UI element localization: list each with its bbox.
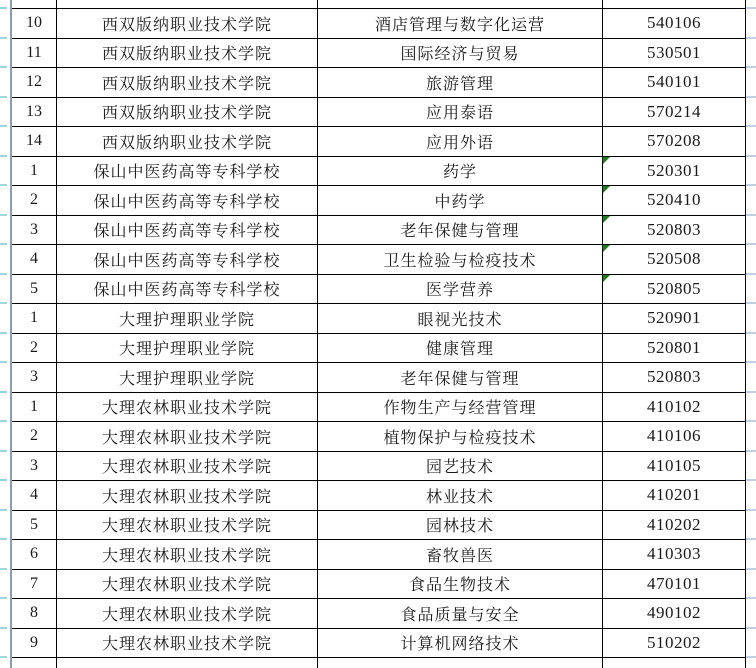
code-cell[interactable]: [603, 39, 746, 68]
gridline-tick: [746, 450, 756, 452]
gridline-tick: [746, 479, 756, 481]
gridline-tick: [0, 391, 7, 393]
row-index-cell[interactable]: 9: [12, 629, 57, 658]
gridline-tick: [746, 96, 756, 98]
major-cell[interactable]: 园林技术: [318, 511, 603, 540]
gridline-tick: [746, 125, 756, 127]
code-cell[interactable]: [603, 216, 746, 245]
gridline-tick: [746, 302, 756, 304]
row-index-cell[interactable]: 4: [12, 245, 57, 274]
row-index-cell[interactable]: 7: [12, 570, 57, 599]
table-row: [12, 126, 746, 156]
major-cell[interactable]: 药学: [318, 157, 603, 186]
gridline-tick: [0, 538, 7, 540]
school-cell[interactable]: 保山中医药高等专科学校: [57, 157, 318, 186]
gridline-tick: [746, 214, 756, 216]
table-row: [12, 67, 746, 97]
gridline-tick: [746, 184, 756, 186]
gridline-tick: [0, 479, 7, 481]
major-cell[interactable]: 应用外语: [318, 127, 603, 156]
row-index-cell[interactable]: 1: [12, 393, 57, 422]
gridline-tick: [746, 391, 756, 393]
code-cell[interactable]: [603, 599, 746, 628]
code-cell[interactable]: [603, 658, 746, 668]
major-cell[interactable]: 食品生物技术: [318, 570, 603, 599]
error-indicator-icon: [603, 186, 610, 193]
gridline-tick: [0, 66, 7, 68]
code-value: 530501: [647, 42, 701, 62]
code-cell[interactable]: [603, 9, 746, 38]
table-row: [12, 38, 746, 68]
gridline-tick: [746, 568, 756, 570]
major-cell[interactable]: 林业技术: [318, 481, 603, 510]
school-cell[interactable]: 西双版纳职业技术学院: [57, 68, 318, 97]
gridline-tick: [746, 538, 756, 540]
code-value: 520410: [647, 190, 701, 210]
gridline-tick: [746, 243, 756, 245]
gridline-tick: [0, 37, 7, 39]
gridline-tick: [746, 7, 756, 9]
table-row: [12, 215, 746, 245]
error-indicator-icon: [603, 275, 610, 282]
row-index-cell[interactable]: 14: [12, 127, 57, 156]
code-value: 410106: [647, 426, 701, 446]
major-cell[interactable]: [318, 0, 603, 8]
table-row: [12, 510, 746, 540]
row-index-cell[interactable]: 1: [12, 304, 57, 333]
table-row: [12, 539, 746, 569]
code-cell[interactable]: [603, 186, 746, 215]
school-cell[interactable]: 大理农林职业技术学院: [57, 570, 318, 599]
major-cell[interactable]: 老年保健与管理: [318, 363, 603, 392]
gridline-tick: [0, 450, 7, 452]
gridline-tick: [0, 7, 7, 9]
row-index-cell[interactable]: 3: [12, 452, 57, 481]
major-cell[interactable]: 老年保健与管理: [318, 216, 603, 245]
table-row: [12, 8, 746, 38]
table-row: [12, 628, 746, 658]
gridline-tick: [746, 597, 756, 599]
row-index-cell[interactable]: 13: [12, 98, 57, 127]
table-row: [12, 598, 746, 628]
gridline-tick: [0, 184, 7, 186]
row-index-cell[interactable]: [12, 0, 57, 8]
school-cell[interactable]: 大理农林职业技术学院: [57, 629, 318, 658]
school-cell[interactable]: 西双版纳职业技术学院: [57, 9, 318, 38]
code-value: 520803: [647, 219, 701, 239]
gridline-tick: [746, 509, 756, 511]
gridline-tick: [746, 155, 756, 157]
gridline-tick: [0, 332, 7, 334]
row-index-cell[interactable]: 1: [12, 157, 57, 186]
code-value: 540101: [647, 72, 701, 92]
table-row: [12, 333, 746, 363]
school-cell[interactable]: 大理农林职业技术学院: [57, 540, 318, 569]
code-cell[interactable]: [603, 98, 746, 127]
table-row-partial-top: [12, 0, 746, 8]
code-cell[interactable]: [603, 511, 746, 540]
gridline-tick: [0, 509, 7, 511]
table-row: [12, 421, 746, 451]
school-cell[interactable]: 保山中医药高等专科学校: [57, 245, 318, 274]
gridline-tick: [0, 214, 7, 216]
school-cell[interactable]: [57, 0, 318, 8]
gridline-tick: [0, 243, 7, 245]
table-row: [12, 451, 746, 481]
table-row: [12, 97, 746, 127]
code-value: 520801: [647, 337, 701, 357]
row-index-cell[interactable]: 12: [12, 68, 57, 97]
code-value: 410201: [647, 485, 701, 505]
school-cell[interactable]: 西双版纳职业技术学院: [57, 127, 318, 156]
school-cell[interactable]: 保山中医药高等专科学校: [57, 275, 318, 304]
gridline-tick: [0, 155, 7, 157]
right-adjacent-column-sliver: [746, 0, 756, 668]
gridline-tick: [746, 627, 756, 629]
row-index-cell[interactable]: 3: [12, 363, 57, 392]
error-indicator-icon: [603, 216, 610, 223]
major-cell[interactable]: 酒店管理与数字化运营: [318, 9, 603, 38]
row-index-cell[interactable]: 5: [12, 511, 57, 540]
school-cell[interactable]: 大理农林职业技术学院: [57, 599, 318, 628]
code-value: 520508: [647, 249, 701, 269]
table-row: [12, 362, 746, 392]
code-cell[interactable]: [603, 422, 746, 451]
row-index-cell[interactable]: 6: [12, 540, 57, 569]
school-cell[interactable]: 大理农林职业技术学院: [57, 511, 318, 540]
table-row: [12, 185, 746, 215]
code-cell[interactable]: [603, 629, 746, 658]
code-cell[interactable]: [603, 540, 746, 569]
major-cell[interactable]: 食品质量与安全: [318, 599, 603, 628]
row-index-cell[interactable]: 3: [12, 216, 57, 245]
school-cell[interactable]: 大理农林职业技术学院: [57, 452, 318, 481]
school-cell[interactable]: 大理农林职业技术学院: [57, 393, 318, 422]
code-value: 570208: [647, 131, 701, 151]
row-index-cell[interactable]: 8: [12, 599, 57, 628]
row-index-cell[interactable]: 2: [12, 186, 57, 215]
major-cell[interactable]: 国际经济与贸易: [318, 39, 603, 68]
code-cell[interactable]: [603, 0, 746, 8]
gridline-tick: [746, 37, 756, 39]
school-cell[interactable]: 保山中医药高等专科学校: [57, 216, 318, 245]
error-indicator-icon: [603, 245, 610, 252]
code-cell[interactable]: [603, 570, 746, 599]
school-cell[interactable]: 西双版纳职业技术学院: [57, 39, 318, 68]
code-value: 520803: [647, 367, 701, 387]
row-index-cell[interactable]: 2: [12, 422, 57, 451]
table-row: [12, 569, 746, 599]
code-value: 490102: [647, 603, 701, 623]
major-cell[interactable]: 卫生检验与检疫技术: [318, 245, 603, 274]
gridline-tick: [0, 420, 7, 422]
gridline-tick: [0, 568, 7, 570]
table-row-partial-bottom: [12, 657, 746, 668]
gridline-tick: [0, 273, 7, 275]
code-cell[interactable]: [603, 393, 746, 422]
gridline-tick: [0, 302, 7, 304]
table-row: [12, 392, 746, 422]
row-index-cell[interactable]: 5: [12, 275, 57, 304]
school-cell[interactable]: 大理护理职业学院: [57, 304, 318, 333]
code-value: 510202: [647, 632, 701, 652]
code-cell[interactable]: [603, 245, 746, 274]
school-cell[interactable]: [57, 658, 318, 668]
code-value: 410102: [647, 396, 701, 416]
major-cell[interactable]: 眼视光技术: [318, 304, 603, 333]
school-cell[interactable]: 大理护理职业学院: [57, 334, 318, 363]
major-cell[interactable]: 园艺技术: [318, 452, 603, 481]
row-index-cell[interactable]: 2: [12, 334, 57, 363]
major-cell[interactable]: 植物保护与检疫技术: [318, 422, 603, 451]
code-cell[interactable]: [603, 68, 746, 97]
code-value: 410303: [647, 544, 701, 564]
table-body: [12, 8, 746, 657]
gridline-tick: [746, 273, 756, 275]
school-cell[interactable]: 大理农林职业技术学院: [57, 481, 318, 510]
code-value: 570214: [647, 101, 701, 121]
gridline-tick: [0, 125, 7, 127]
code-value: 540106: [647, 13, 701, 33]
code-value: 520805: [647, 278, 701, 298]
row-index-cell[interactable]: 10: [12, 9, 57, 38]
gridline-tick: [0, 627, 7, 629]
code-cell[interactable]: [603, 481, 746, 510]
gridline-tick: [0, 597, 7, 599]
major-cell[interactable]: 畜牧兽医: [318, 540, 603, 569]
major-cell[interactable]: 计算机网络技术: [318, 629, 603, 658]
school-cell[interactable]: 大理护理职业学院: [57, 363, 318, 392]
gridline-tick: [0, 656, 7, 658]
code-cell[interactable]: [603, 334, 746, 363]
gridline-tick: [746, 66, 756, 68]
major-cell[interactable]: 应用泰语: [318, 98, 603, 127]
table-row: [12, 303, 746, 333]
table-row: [12, 274, 746, 304]
gridline-tick: [0, 361, 7, 363]
code-cell[interactable]: [603, 363, 746, 392]
majors-table: [12, 0, 746, 668]
left-adjacent-column-sliver: [0, 0, 10, 668]
major-cell[interactable]: 作物生产与经营管理: [318, 393, 603, 422]
code-cell[interactable]: [603, 304, 746, 333]
code-cell[interactable]: [603, 275, 746, 304]
major-cell[interactable]: 医学营养: [318, 275, 603, 304]
code-cell[interactable]: [603, 127, 746, 156]
gridline-tick: [746, 656, 756, 658]
school-cell[interactable]: 大理农林职业技术学院: [57, 422, 318, 451]
code-value: 520901: [647, 308, 701, 328]
row-index-cell[interactable]: [12, 658, 57, 668]
major-cell[interactable]: [318, 658, 603, 668]
row-index-cell[interactable]: 11: [12, 39, 57, 68]
gridline-tick: [746, 420, 756, 422]
major-cell[interactable]: 健康管理: [318, 334, 603, 363]
school-cell[interactable]: 保山中医药高等专科学校: [57, 186, 318, 215]
table-row: [12, 156, 746, 186]
major-cell[interactable]: 中药学: [318, 186, 603, 215]
table-row: [12, 480, 746, 510]
code-cell[interactable]: [603, 452, 746, 481]
gridline-tick: [746, 361, 756, 363]
code-value: 470101: [647, 573, 701, 593]
table-row: [12, 244, 746, 274]
code-value: 410202: [647, 514, 701, 534]
error-indicator-icon: [603, 157, 610, 164]
gridline-tick: [746, 332, 756, 334]
code-value: 520301: [647, 160, 701, 180]
code-cell[interactable]: [603, 157, 746, 186]
school-cell[interactable]: 西双版纳职业技术学院: [57, 98, 318, 127]
code-value: 410105: [647, 455, 701, 475]
major-cell[interactable]: 旅游管理: [318, 68, 603, 97]
row-index-cell[interactable]: 4: [12, 481, 57, 510]
gridline-tick: [0, 96, 7, 98]
